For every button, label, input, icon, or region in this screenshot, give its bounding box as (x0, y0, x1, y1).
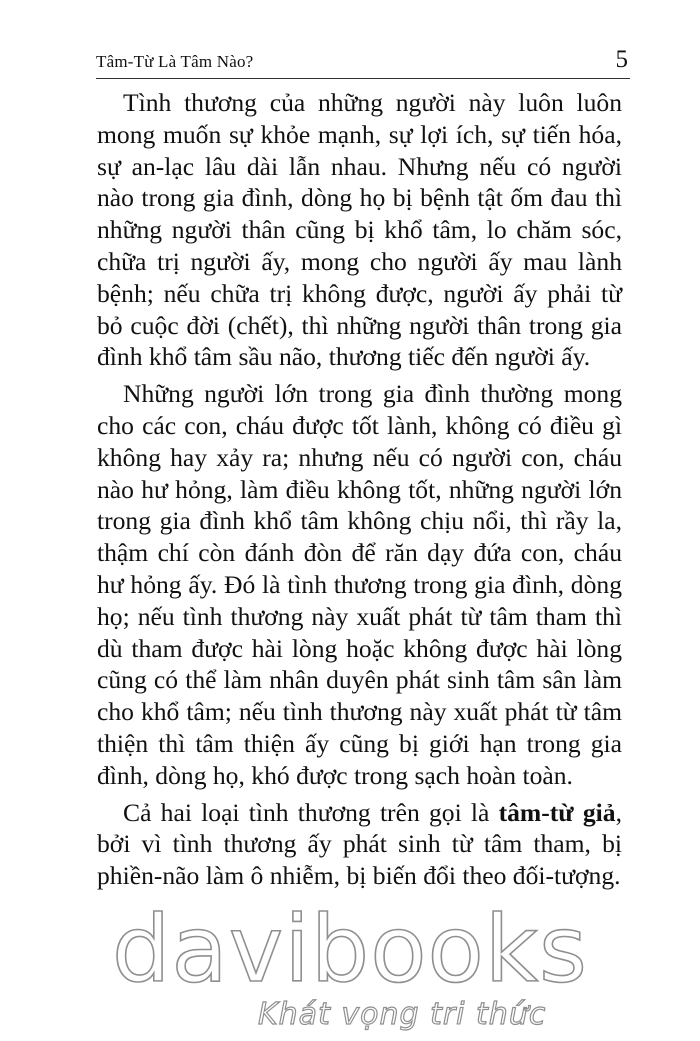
paragraph-1: Tình thương của những người này luôn luôn mong muốn sự khỏe mạnh, sự lợi ích, sự tiến hóa, sự an-lạc lâu dài lẫn nhau. Nhưng nếu có người nào trong gia đình, dòng họ bị bệnh tật ốm đau thì những người thân cũng bị khổ tâm, lo chăm sóc, chữa trị người ấy, mong cho người ấy mau lành bệnh; nếu chữa trị không được, người ấy phải từ bỏ cuộc đời (chết), thì những người thân trong gia đình khổ tâm sầu não, thương tiếc đến người ấy. (97, 88, 622, 372)
paragraph-3 (97, 797, 622, 892)
paragraph-2: Những người lớn trong gia đình thường mong cho các con, cháu được tốt lành, không có điều gì không hay xảy ra; nhưng nếu có người con, cháu nào hư hỏng, làm điều không tốt, những người lớn trong gia đình khổ tâm không chịu nổi, thì rầy la, thậm chí còn đánh đòn để răn dạy đứa con, cháu hư hỏng ấy. Đó là tình thương trong gia đình, dòng họ; nếu tình thương này xuất phát từ tâm tham thì dù tham được hài lòng hoặc không được hài lòng cũng có thể làm nhân duyên phát sinh tâm sân làm cho khổ tâm; nếu tình thương này xuất phát từ tâm thiện thì tâm thiện ấy cũng bị giới hạn trong gia đình, dòng họ, khó được trong sạch hoàn toàn. (97, 379, 622, 790)
paragraph-3-lead: Cả hai loại tình thương trên gọi là (123, 797, 499, 827)
watermark-brand: davibooks (112, 896, 588, 1003)
watermark-slogan: Khát vọng tri thức (258, 997, 547, 1032)
body-text (97, 87, 622, 897)
term-tam-tu-gia: tâm-từ giả (498, 797, 616, 827)
running-title: Tâm-Từ Là Tâm Nào? (96, 52, 254, 71)
paragraph-3-rest: , bởi vì tình thương ấy phát sinh từ tâm tham, bị phiền-não làm ô nhiễm, bị biến đổi theo đối-tượng. (97, 797, 622, 891)
watermark (0, 896, 700, 1032)
page-number: 5 (615, 46, 628, 73)
page-header (96, 44, 630, 79)
